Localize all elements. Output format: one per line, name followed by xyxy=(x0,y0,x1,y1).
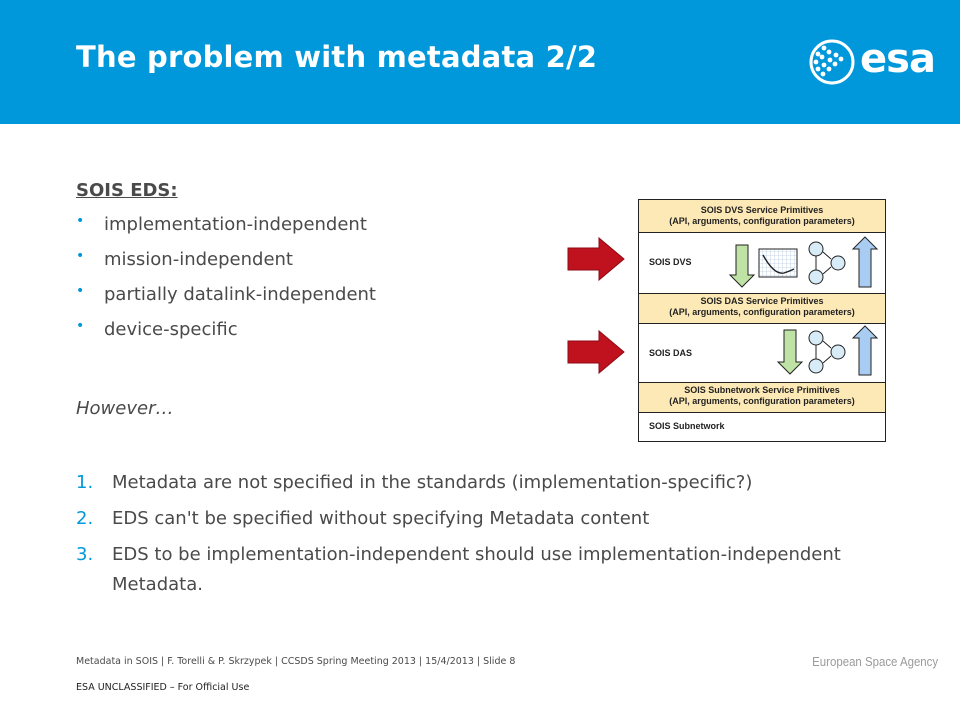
red-arrow-icon xyxy=(567,237,625,281)
list-item xyxy=(76,504,896,534)
item-number: 2. xyxy=(76,508,94,529)
list-item xyxy=(76,540,896,600)
esa-globe-icon xyxy=(808,38,858,86)
bullet-icon: • xyxy=(76,248,85,264)
slide-title: The problem with metadata 2/2 xyxy=(76,40,598,74)
issues-list xyxy=(76,468,896,606)
das-primitives-title: SOIS DAS Service Primitives xyxy=(700,296,824,306)
subnet-layer-label: SOIS Subnetwork xyxy=(649,421,725,431)
however-text: However… xyxy=(76,398,174,419)
list-item-text: mission-independent xyxy=(104,249,293,270)
item-number: 3. xyxy=(76,544,94,565)
list-item xyxy=(76,284,376,319)
agency-name: European Space Agency xyxy=(812,654,938,669)
das-layer-label: SOIS DAS xyxy=(649,348,693,358)
subnet-primitives-subtitle: (API, arguments, configuration parameters) xyxy=(669,396,855,406)
slide-footer: Metadata in SOIS | F. Torelli & P. Skrzypek | CCSDS Spring Meeting 2013 | 15/4/2013 | Slide 8 xyxy=(76,656,516,667)
header-band xyxy=(0,0,960,124)
list-item xyxy=(76,214,376,249)
das-primitives-subtitle: (API, arguments, configuration parameters) xyxy=(669,307,855,317)
bullet-icon: • xyxy=(76,283,85,299)
list-item-text: EDS can't be specified without specifying Metadata content xyxy=(112,508,650,529)
classification-label: ESA UNCLASSIFIED – For Official Use xyxy=(76,682,250,693)
list-item-text: implementation-independent xyxy=(104,214,367,235)
dvs-layer-label: SOIS DVS xyxy=(649,257,692,267)
list-item xyxy=(76,249,376,284)
list-item-text: device-specific xyxy=(104,319,238,340)
red-arrow-icon xyxy=(567,330,625,374)
item-number: 1. xyxy=(76,472,94,493)
sois-layer-diagram xyxy=(638,199,886,442)
list-item-text: Metadata are not specified in the standards (implementation-specific?) xyxy=(112,472,753,493)
esa-wordmark: esa xyxy=(860,36,935,82)
dvs-primitives-subtitle: (API, arguments, configuration parameters) xyxy=(669,216,855,226)
list-item-text: EDS to be implementation-independent should use implementation-independent Metadata. xyxy=(112,544,841,595)
list-item-text: partially datalink-independent xyxy=(104,284,376,305)
list-item xyxy=(76,468,896,498)
eds-heading: SOIS EDS: xyxy=(76,180,178,201)
esa-logo xyxy=(808,38,940,86)
list-item xyxy=(76,319,376,354)
subnet-primitives-title: SOIS Subnetwork Service Primitives xyxy=(684,385,840,395)
eds-bullet-list xyxy=(76,214,376,354)
bullet-icon: • xyxy=(76,213,85,229)
dvs-primitives-title: SOIS DVS Service Primitives xyxy=(700,205,824,215)
bullet-icon: • xyxy=(76,318,85,334)
